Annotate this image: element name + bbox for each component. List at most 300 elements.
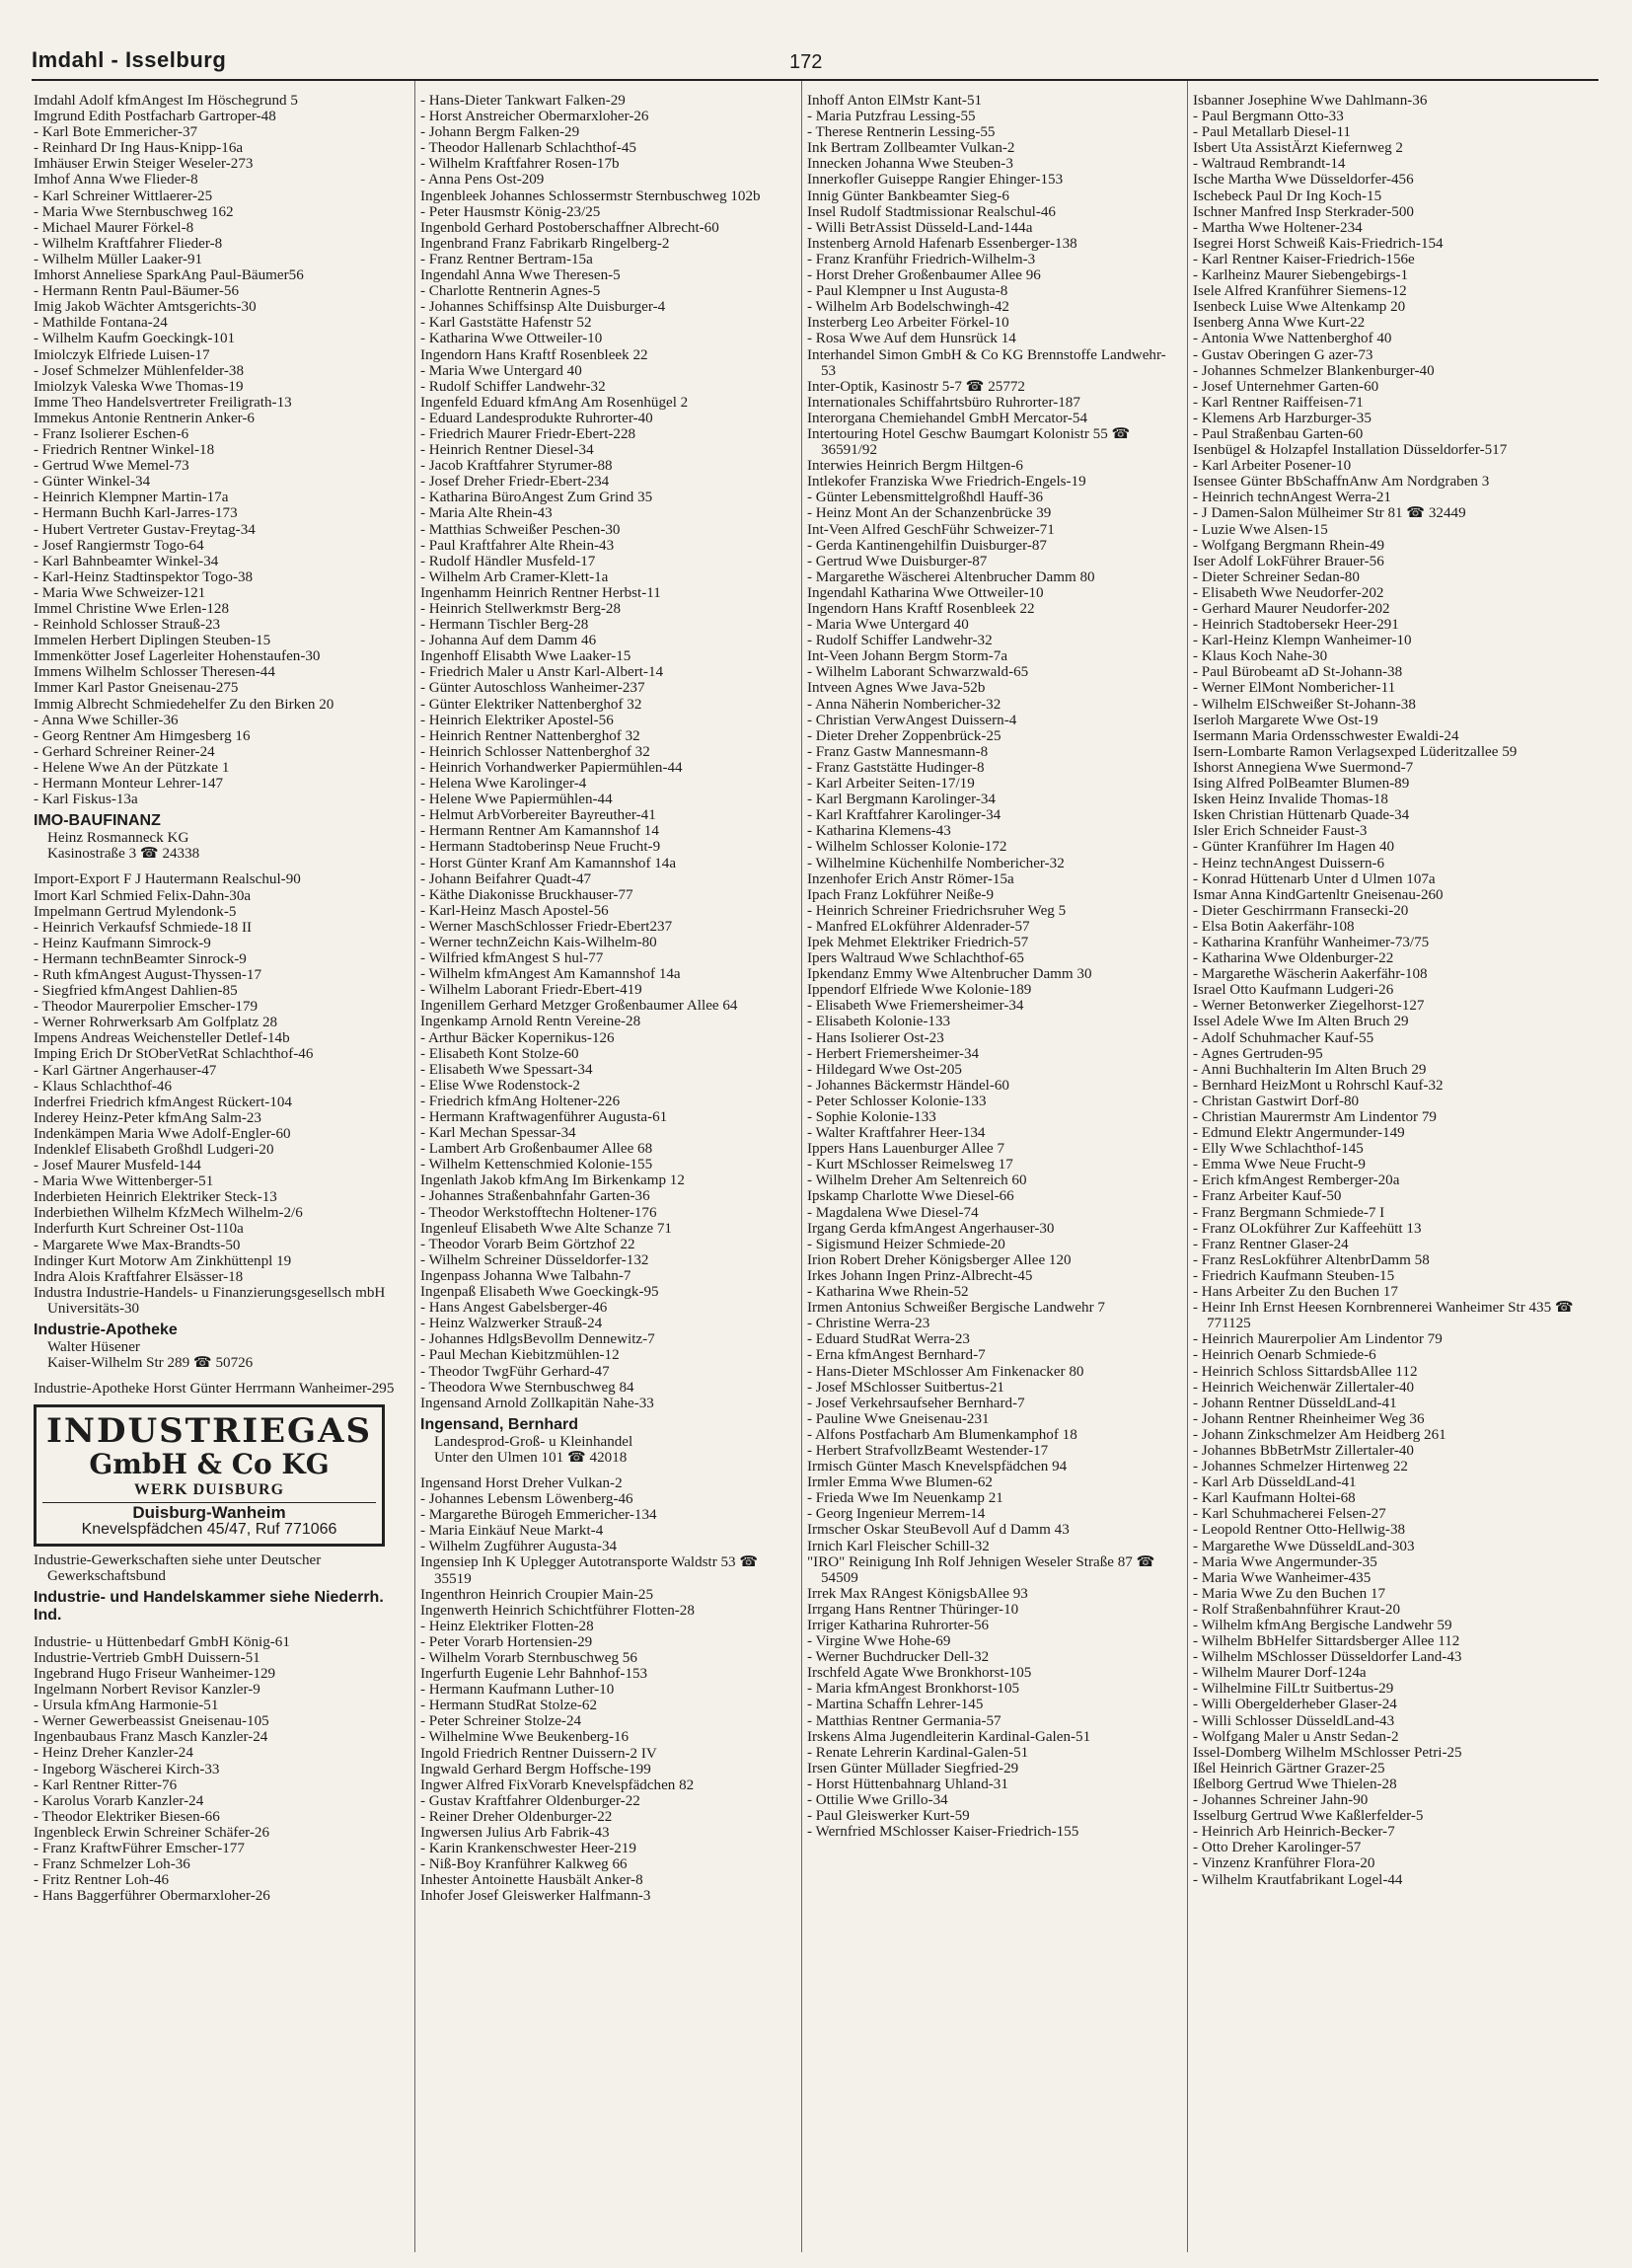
directory-entry: - Werner technZeichn Kais-Wilhelm-80: [420, 934, 657, 950]
directory-entry: - Margarete Wwe Max-Brandts-50: [34, 1237, 241, 1253]
directory-entry: - Karl-Heinz Masch Apostel-56: [420, 902, 609, 919]
directory-entry: - Hubert Vertreter Gustav-Freytag-34: [34, 521, 256, 538]
directory-entry: - Friedrich Kaufmann Steuben-15: [1193, 1267, 1395, 1284]
directory-entry: - Gerhard Maurer Neudorfer-202: [1193, 601, 1390, 617]
directory-entry: - Edmund Elektr Angermunder-149: [1193, 1125, 1405, 1142]
directory-entry: - Hermann Kraftwagenführer Augusta-61: [420, 1109, 668, 1125]
directory-entry: - Theodor Werkstofftechn Holtener-176: [420, 1204, 657, 1221]
directory-entry: - Josef Unternehmer Garten-60: [1193, 378, 1379, 395]
directory-entry: - Hildegard Wwe Ost-205: [807, 1061, 962, 1078]
directory-entry: Isselburg Gertrud Wwe Kaßlerfelder-5: [1193, 1808, 1424, 1825]
directory-entry: - Peter Schlosser Kolonie-133: [807, 1093, 987, 1109]
directory-entry: - Maria Wwe Angermunder-35: [1193, 1553, 1377, 1570]
directory-entry: Interorgana Chemiehandel GmbH Mercator-54: [807, 410, 1088, 426]
directory-entry: Irmisch Günter Masch Knevelspfädchen 94: [807, 1459, 1068, 1475]
directory-entry: Insterberg Leo Arbeiter Förkel-10: [807, 315, 1009, 332]
directory-entry: - Anna Näherin Nombericher-32: [807, 696, 1001, 713]
directory-entry: Irmen Antonius Schweißer Bergische Landwehr 7: [807, 1300, 1105, 1317]
directory-entry: - Heinrich Verkaufsf Schmiede-18 II: [34, 919, 253, 936]
advertisement-industriegas: [34, 1404, 385, 1546]
directory-entry: - Niß-Boy Kranführer Kalkweg 66: [420, 1856, 628, 1873]
directory-entry: - Rudolf Schiffer Landwehr-32: [420, 378, 606, 395]
directory-entry: - Karl Schuhmacherei Felsen-27: [1193, 1506, 1386, 1523]
directory-entry: - Vinzenz Kranführer Flora-20: [1193, 1855, 1375, 1872]
directory-entry: - Hans-Dieter Tankwart Falken-29: [420, 93, 626, 109]
directory-entry: - Walter Kraftfahrer Heer-134: [807, 1125, 986, 1142]
directory-entry: Ingendorn Hans Kraftf Rosenbleek 22: [420, 346, 648, 363]
directory-entry: - Helene Wwe Papiermühlen-44: [420, 792, 613, 808]
directory-entry: - Günter Winkel-34: [34, 474, 151, 491]
directory-entry: - Katharina BüroAngest Zum Grind 35: [420, 490, 653, 506]
directory-entry: Inderey Heinz-Peter kfmAng Salm-23: [34, 1109, 261, 1126]
directory-entry: - Johannes Schmelzer Blankenburger-40: [1193, 362, 1435, 379]
directory-entry: - Ottilie Wwe Grillo-34: [807, 1792, 948, 1809]
directory-entry: - Hans Arbeiter Zu den Buchen 17: [1193, 1284, 1398, 1301]
directory-entry: - Josef Maurer Musfeld-144: [34, 1158, 201, 1174]
directory-entry: - Franz Rentner Bertram-15a: [420, 251, 593, 267]
directory-entry: - Karl-Heinz Stadtinspektor Togo-38: [34, 568, 254, 585]
directory-entry: - Hermann Stadtoberinsp Neue Frucht-9: [420, 839, 661, 856]
directory-entry: - Elisabeth Wwe Neudorfer-202: [1193, 584, 1384, 601]
directory-entry: Ipek Mehmet Elektriker Friedrich-57: [807, 934, 1029, 950]
directory-entry: - Wilhelmine Küchenhilfe Nombericher-32: [807, 855, 1065, 871]
directory-entry: - Wilhelm MSchlosser Düsseldorfer Land-43: [1193, 1649, 1462, 1666]
directory-entry: Immel Christine Wwe Erlen-128: [34, 601, 229, 617]
directory-entry: - Erna kfmAngest Bernhard-7: [807, 1347, 986, 1364]
directory-entry: Inzenhofer Erich Anstr Römer-15a: [807, 870, 1014, 887]
directory-entry: - Kurt MSchlosser Reimelsweg 17: [807, 1157, 1013, 1173]
directory-entry: - Günter Elektriker Nattenberghof 32: [420, 696, 642, 713]
directory-entry: - Theodora Wwe Sternbuschweg 84: [420, 1379, 634, 1396]
directory-entry: - Katharina Wwe Oldenburger-22: [1193, 950, 1394, 967]
directory-entry: - Peter Vorarb Hortensien-29: [420, 1633, 593, 1650]
directory-entry: Kaiser-Wilhelm Str 289 ☎ 50726: [47, 1355, 254, 1372]
directory-entry: - Heinrich Weichenwär Zillertaler-40: [1193, 1379, 1415, 1396]
directory-entry: - Willi Schlosser DüsseldLand-43: [1193, 1712, 1395, 1729]
directory-entry: Industrie-Apotheke Horst Günter Herrmann Wanheimer-295: [34, 1381, 395, 1398]
directory-entry: - Konrad Hüttenarb Unter d Ulmen 107a: [1193, 870, 1436, 887]
directory-entry: Industrie- u Hüttenbedarf GmbH König-61: [34, 1633, 290, 1650]
directory-entry: Imhof Anna Wwe Flieder-8: [34, 172, 198, 189]
directory-entry: - Willi BetrAssist Düsseld-Land-144a: [807, 219, 1033, 236]
directory-entry: Ißel Heinrich Gärtner Grazer-25: [1193, 1760, 1385, 1777]
directory-entry: Interhandel Simon GmbH & Co KG Brennstoffe Landwehr-53: [807, 346, 1166, 379]
directory-entry: - Wilhelm kfmAngest Am Kamannshof 14a: [420, 966, 681, 983]
directory-entry: Israel Otto Kaufmann Ludgeri-26: [1193, 982, 1394, 999]
directory-entry: Irsen Günter Müllader Siegfried-29: [807, 1760, 1019, 1777]
directory-entry: Isegrei Horst Schweiß Kais-Friedrich-154: [1193, 235, 1444, 252]
directory-entry: Walter Hüsener: [47, 1339, 140, 1356]
directory-entry: Irgang Gerda kfmAngest Angerhauser-30: [807, 1220, 1055, 1237]
directory-entry: - Johann Beifahrer Quadt-47: [420, 870, 592, 887]
directory-entry: Ingwersen Julius Arb Fabrik-43: [420, 1825, 610, 1842]
directory-entry: - Karl Schreiner Wittlaerer-25: [34, 188, 213, 204]
directory-entry: Industrie-Gewerkschaften siehe unter Deutscher Gewerkschaftsbund: [34, 1551, 322, 1584]
directory-entry: - Maria Einkäuf Neue Markt-4: [420, 1523, 604, 1540]
directory-entry: - Klaus Koch Nahe-30: [1193, 648, 1328, 665]
directory-entry: - Theodor TwgFühr Gerhard-47: [420, 1363, 610, 1380]
directory-entry: - Christian VerwAngest Duissern-4: [807, 712, 1017, 728]
directory-entry: - Jacob Kraftfahrer Styrumer-88: [420, 458, 613, 475]
ad-company-name: INDUSTRIEGAS: [45, 1411, 373, 1452]
directory-entry: - Hermann Kaufmann Luther-10: [420, 1682, 615, 1699]
directory-entry: - Wilhelm Schreiner Düsseldorfer-132: [420, 1251, 649, 1268]
directory-entry: Ingendorn Hans Kraftf Rosenbleek 22: [807, 601, 1035, 617]
directory-entry: - Katharina Klemens-43: [807, 823, 951, 840]
directory-entry: Kasinostraße 3 ☎ 24338: [47, 846, 200, 863]
directory-entry: - Maria Wwe Wittenberger-51: [34, 1173, 214, 1190]
directory-entry: - Pauline Wwe Gneisenau-231: [807, 1410, 990, 1427]
directory-entry: - Wolfgang Maler u Anstr Sedan-2: [1193, 1728, 1399, 1745]
directory-entry: Ingenhoff Elisabth Wwe Laaker-15: [420, 648, 631, 665]
directory-entry: - Herbert Friemersheimer-34: [807, 1045, 980, 1062]
directory-entry: Imiolczyk Elfriede Luisen-17: [34, 346, 210, 363]
directory-entry: - Maria Wwe Sternbuschweg 162: [34, 203, 234, 220]
directory-entry: - Eduard Landesprodukte Ruhrorter-40: [420, 410, 653, 426]
directory-entry: - Maria Wwe Untergard 40: [807, 617, 969, 634]
directory-entry: Indenkämpen Maria Wwe Adolf-Engler-60: [34, 1125, 291, 1142]
column-rule: [414, 81, 415, 2252]
directory-entry: - Paul Bürobeamt aD St-Johann-38: [1193, 664, 1403, 681]
directory-entry: - Reinhold Schlosser Strauß-23: [34, 617, 221, 634]
directory-entry: Ingenbleek Johannes Schlossermstr Sternbuschweg 102b: [420, 188, 761, 204]
directory-entry: - Heinrich Elektriker Apostel-56: [420, 712, 614, 728]
directory-entry: Ingenbold Gerhard Postoberschaffner Albrecht-60: [420, 219, 719, 236]
heading-imo-baufinanz: IMO-BAUFINANZ: [34, 812, 161, 830]
directory-entry: - Maria kfmAngest Bronkhorst-105: [807, 1681, 1020, 1698]
directory-entry: - Wilhelm Laborant Schwarzwald-65: [807, 664, 1029, 681]
directory-entry: - Wilhelm ElSchweißer St-Johann-38: [1193, 696, 1416, 713]
directory-entry: - Gerhard Schreiner Reiner-24: [34, 743, 215, 760]
directory-entry: Ishorst Annegiena Wwe Suermond-7: [1193, 759, 1414, 776]
directory-entry: - Frieda Wwe Im Neuenkamp 21: [807, 1490, 1003, 1507]
directory-entry: - Wilhelm Zugführer Augusta-34: [420, 1539, 618, 1555]
directory-entry: - Peter Hausmstr König-23/25: [420, 203, 601, 220]
directory-entry: - Hermann Monteur Lehrer-147: [34, 776, 224, 793]
directory-entry: - Horst Dreher Großenbaumer Allee 96: [807, 267, 1041, 284]
directory-entry: Immelen Herbert Diplingen Steuben-15: [34, 633, 271, 649]
directory-entry: - Wilhelm Dreher Am Seltenreich 60: [807, 1172, 1027, 1189]
directory-entry: - Franz Gaststätte Hudinger-8: [807, 759, 985, 776]
directory-entry: Inderbiethen Wilhelm KfzMech Wilhelm-2/6: [34, 1205, 303, 1222]
directory-entry: - Hermann Tischler Berg-28: [420, 617, 589, 634]
directory-entry: Ingerfurth Eugenie Lehr Bahnhof-153: [420, 1666, 648, 1683]
directory-entry: - Friedrich Maler u Anstr Karl-Albert-14: [420, 664, 664, 681]
ad-legal-form: GmbH & Co KG: [89, 1448, 330, 1481]
directory-entry: Inderfurth Kurt Schreiner Ost-110a: [34, 1221, 244, 1238]
directory-entry: - Josef Schmelzer Mühlenfelder-38: [34, 362, 245, 379]
directory-entry: Ische Martha Wwe Düsseldorfer-456: [1193, 172, 1414, 189]
directory-entry: Ingensiep Inh K Uplegger Autotransporte Waldstr 53 ☎ 35519: [420, 1554, 759, 1587]
directory-entry: Ingelmann Norbert Revisor Kanzler-9: [34, 1682, 260, 1699]
directory-entry: - Rudolf Schiffer Landwehr-32: [807, 633, 993, 649]
directory-entry: Isenberg Anna Wwe Kurt-22: [1193, 315, 1366, 332]
directory-entry: Ingold Friedrich Rentner Duissern-2 IV: [420, 1745, 657, 1762]
directory-entry: Indenklef Elisabeth Großhdl Ludgeri-20: [34, 1142, 274, 1158]
running-head: Imdahl - Isselburg: [32, 47, 227, 72]
directory-entry: - Reiner Dreher Oldenburger-22: [420, 1808, 613, 1825]
directory-entry: - Franz Isolierer Eschen-6: [34, 425, 189, 442]
directory-entry: Landesprod-Groß- u Kleinhandel: [434, 1433, 633, 1450]
directory-entry: - Christan Gastwirt Dorf-80: [1193, 1093, 1360, 1109]
directory-entry: - Franz ResLokführer AltenbrDamm 58: [1193, 1251, 1430, 1268]
directory-entry: - Bernhard HeizMont u Rohrschl Kauf-32: [1193, 1077, 1444, 1094]
directory-entry: - Franz Schmelzer Loh-36: [34, 1856, 190, 1873]
directory-entry: - Sophie Kolonie-133: [807, 1109, 936, 1125]
directory-entry: - Christian Maurermstr Am Lindentor 79: [1193, 1109, 1437, 1125]
directory-entry: - Leopold Rentner Otto-Hellwig-38: [1193, 1522, 1406, 1539]
directory-entry: - Manfred ELokführer Aldenrader-57: [807, 918, 1030, 935]
directory-entry: - Hermann Buchh Karl-Jarres-173: [34, 505, 238, 522]
directory-entry: Ingebrand Hugo Friseur Wanheimer-129: [34, 1665, 276, 1682]
directory-entry: - Johannes Schiffsinsp Alte Duisburger-4: [420, 299, 666, 316]
directory-entry: Isenbügel & Holzapfel Installation Düsseldorfer-517: [1193, 442, 1508, 459]
directory-entry: - Friedrich Maurer Friedr-Ebert-228: [420, 425, 636, 442]
directory-entry: - Hermann Rentn Paul-Bäumer-56: [34, 283, 240, 300]
directory-entry: Impelmann Gertrud Mylendonk-5: [34, 903, 237, 920]
directory-entry: - Anna Wwe Schiller-36: [34, 712, 179, 728]
directory-entry: Inderfrei Friedrich kfmAngest Rückert-104: [34, 1094, 292, 1110]
directory-entry: Int-Veen Johann Bergm Storm-7a: [807, 648, 1008, 665]
directory-entry: - Helena Wwe Karolinger-4: [420, 776, 587, 793]
directory-entry: - Siegfried kfmAngest Dahlien-85: [34, 983, 238, 1000]
directory-entry: - Katharina Kranführ Wanheimer-73/75: [1193, 934, 1430, 950]
directory-entry: Inhofer Josef Gleiswerker Halfmann-3: [420, 1888, 651, 1905]
directory-entry: Imme Theo Handelsvertreter Freiligrath-13: [34, 394, 292, 411]
directory-entry: - Heinrich Rentner Diesel-34: [420, 442, 594, 459]
directory-entry: Heinz Rosmanneck KG: [47, 830, 189, 847]
directory-entry: - Georg Ingenieur Merrem-14: [807, 1506, 986, 1523]
directory-entry: - Michael Maurer Förkel-8: [34, 219, 194, 236]
directory-entry: Irriger Katharina Ruhrorter-56: [807, 1618, 990, 1633]
directory-entry: - Margarethe Wäscherei Altenbrucher Damm 80: [807, 568, 1095, 585]
directory-entry: - Margarethe Bürogeh Emmericher-134: [420, 1507, 657, 1524]
directory-entry: - Heinr Inh Ernst Heesen Kornbrennerei Wanheimer Str 435 ☎ 771125: [1193, 1300, 1574, 1332]
directory-entry: - Wilhelm Kaufm Goeckingk-101: [34, 331, 236, 347]
directory-entry: Ingenleuf Elisabeth Wwe Alte Schanze 71: [420, 1220, 672, 1237]
directory-entry: Iser Adolf LokFührer Brauer-56: [1193, 553, 1384, 569]
directory-entry: - Horst Hüttenbahnarg Uhland-31: [807, 1776, 1008, 1792]
directory-entry: - Karl Rentner Kaiser-Friedrich-156e: [1193, 251, 1415, 267]
directory-entry: Ingenhamm Heinrich Rentner Herbst-11: [420, 584, 661, 601]
directory-entry: - Wilhelm Schlosser Kolonie-172: [807, 839, 1007, 856]
directory-entry: - Johanna Auf dem Damm 46: [420, 633, 597, 649]
directory-entry: - Alfons Postfacharb Am Blumenkamphof 18: [807, 1426, 1077, 1443]
directory-entry: - Wilhelm Kraftfahrer Flieder-8: [34, 235, 223, 252]
directory-entry: Ingenfeld Eduard kfmAng Am Rosenhügel 2: [420, 394, 689, 411]
directory-entry: - Josef Rangiermstr Togo-64: [34, 537, 204, 554]
directory-entry: - Karlheinz Maurer Siebengebirgs-1: [1193, 267, 1409, 284]
directory-entry: - Heinrich Oenarb Schmiede-6: [1193, 1347, 1376, 1364]
directory-entry: Ising Alfred PolBeamter Blumen-89: [1193, 776, 1410, 793]
directory-entry: Isensee Günter BbSchaffnAnw Am Nordgraben 3: [1193, 474, 1490, 491]
directory-entry: - Josef Verkehrsaufseher Bernhard-7: [807, 1395, 1025, 1411]
directory-entry: - Paul Klempner u Inst Augusta-8: [807, 283, 1008, 300]
directory-entry: - Theodor Elektriker Biesen-66: [34, 1808, 220, 1825]
directory-entry: - Maria Putzfrau Lessing-55: [807, 109, 976, 125]
directory-entry: - Lambert Arb Großenbaumer Allee 68: [420, 1141, 653, 1158]
directory-entry: - Heinrich Arb Heinrich-Becker-7: [1193, 1824, 1395, 1841]
directory-entry: - Adolf Schuhmacher Kauf-55: [1193, 1029, 1374, 1046]
directory-entry: Ipskamp Charlotte Wwe Diesel-66: [807, 1188, 1014, 1205]
directory-entry: - Paul Gleiswerker Kurt-59: [807, 1808, 970, 1825]
directory-entry: - Hans Isolierer Ost-23: [807, 1029, 944, 1046]
directory-entry: Imig Jakob Wächter Amtsgerichts-30: [34, 299, 257, 316]
directory-entry: Iserloh Margarete Wwe Ost-19: [1193, 712, 1378, 728]
directory-entry: - Heinrich Stadtobersekr Heer-291: [1193, 617, 1399, 634]
directory-entry: - Maria Wwe Schweizer-121: [34, 584, 206, 601]
directory-entry: Imping Erich Dr StOberVetRat Schlachthof-46: [34, 1046, 314, 1063]
directory-entry: - Johannes Straßenbahnfahr Garten-36: [420, 1188, 650, 1205]
directory-entry: - Hermann StudRat Stolze-62: [420, 1698, 597, 1714]
directory-entry: Ischebeck Paul Dr Ing Koch-15: [1193, 188, 1382, 204]
directory-entry: - Wilfried kfmAngest S hul-77: [420, 950, 604, 967]
directory-entry: - Karin Krankenschwester Heer-219: [420, 1841, 636, 1857]
directory-entry: - Josef MSchlosser Suitbertus-21: [807, 1379, 1004, 1396]
directory-entry: - Anna Pens Ost-209: [420, 172, 545, 189]
directory-entry: Ingenlath Jakob kfmAng Im Birkenkamp 12: [420, 1172, 685, 1189]
directory-entry: - Günter Kranführer Im Hagen 40: [1193, 839, 1395, 856]
directory-entry: Insel Rudolf Stadtmissionar Realschul-46: [807, 203, 1056, 220]
directory-entry: - Günter Autoschloss Wanheimer-237: [420, 680, 645, 697]
directory-entry: - Horst Günter Kranf Am Kamannshof 14a: [420, 855, 677, 871]
page-header: [32, 45, 1598, 81]
directory-entry: - Karl Mechan Spessar-34: [420, 1125, 576, 1142]
directory-entry: - Gustav Kraftfahrer Oldenburger-22: [420, 1792, 640, 1809]
directory-entry: Innerkofler Guiseppe Rangier Ehinger-153: [807, 172, 1064, 189]
directory-entry: Issel-Domberg Wilhelm MSchlosser Petri-25: [1193, 1744, 1462, 1761]
directory-entry: Irmscher Oskar SteuBevoll Auf d Damm 43: [807, 1522, 1070, 1539]
directory-entry: - Karl Arbeiter Seiten-17/19: [807, 776, 975, 793]
directory-entry: - Paul Straßenbau Garten-60: [1193, 425, 1364, 442]
directory-entry: - Johannes Schreiner Jahn-90: [1193, 1792, 1369, 1809]
directory-entry: - Karl Bote Emmericher-37: [34, 124, 198, 141]
directory-entry: - Eduard StudRat Werra-23: [807, 1331, 970, 1348]
directory-entry: Immer Karl Pastor Gneisenau-275: [34, 680, 239, 697]
directory-entry: - Karl Rentner Raiffeisen-71: [1193, 394, 1364, 411]
directory-entry: - Karl Arbeiter Posener-10: [1193, 458, 1352, 475]
directory-entry: Ischner Manfred Insp Sterkrader-500: [1193, 203, 1414, 220]
directory-entry: - Wilhelm Laborant Friedr-Ebert-419: [420, 982, 642, 999]
directory-entry: Ingenthron Heinrich Croupier Main-25: [420, 1586, 653, 1603]
directory-entry: - Mathilde Fontana-24: [34, 315, 168, 332]
directory-entry: - Agnes Gertruden-95: [1193, 1045, 1323, 1062]
directory-entry: - Luzie Wwe Alsen-15: [1193, 521, 1328, 538]
directory-entry: - Christine Werra-23: [807, 1316, 930, 1332]
directory-entry: - Martha Wwe Holtener-234: [1193, 219, 1363, 236]
directory-entry: Ingenpaß Elisabeth Wwe Goeckingk-95: [420, 1284, 659, 1301]
directory-entry: Innecken Johanna Wwe Steuben-3: [807, 156, 1013, 173]
directory-entry: - Heinrich Schreiner Friedrichsruher Weg 5: [807, 902, 1067, 919]
directory-entry: - Karl Kaufmann Holtei-68: [1193, 1490, 1356, 1507]
directory-entry: - Käthe Diakonisse Bruckhauser-77: [420, 886, 633, 903]
directory-entry: - Antonia Wwe Nattenberghof 40: [1193, 331, 1392, 347]
directory-entry: - Johann Bergm Falken-29: [420, 124, 580, 141]
directory-entry: - Karolus Vorarb Kanzler-24: [34, 1792, 204, 1809]
directory-entry: - Wilhelm Kraftfahrer Rosen-17b: [420, 156, 620, 173]
directory-entry: - Johann Rentner DüsseldLand-41: [1193, 1395, 1397, 1411]
directory-entry: Impens Andreas Weichensteller Detlef-14b: [34, 1030, 290, 1047]
directory-entry: Isele Alfred Kranführer Siemens-12: [1193, 283, 1407, 300]
directory-entry: Imdahl Adolf kfmAngest Im Höschegrund 5: [34, 93, 298, 109]
column-1: [34, 93, 407, 2254]
directory-entry: - Wilhelm kfmAng Bergische Landwehr 59: [1193, 1618, 1452, 1633]
directory-entry: - Karl Fiskus-13a: [34, 792, 138, 808]
directory-entry: Isler Erich Schneider Faust-3: [1193, 823, 1368, 840]
directory-entry: - Martina Schaffn Lehrer-145: [807, 1697, 984, 1713]
directory-entry: - Theodor Maurerpolier Emscher-179: [34, 999, 259, 1016]
directory-entry: Ingenwerth Heinrich Schichtführer Flotten-28: [420, 1602, 695, 1619]
directory-entry: Ingenpass Johanna Wwe Talbahn-7: [420, 1267, 631, 1284]
directory-entry: - Gertrud Wwe Duisburger-87: [807, 553, 988, 569]
directory-entry: - Reinhard Dr Ing Haus-Knipp-16a: [34, 140, 244, 157]
directory-entry: - Franz OLokführer Zur Kaffeehütt 13: [1193, 1220, 1422, 1237]
directory-entry: Irrek Max RAngest KönigsbAllee 93: [807, 1585, 1028, 1602]
directory-entry: Inderbieten Heinrich Elektriker Steck-13: [34, 1189, 277, 1206]
directory-entry: - Dieter Schreiner Sedan-80: [1193, 568, 1360, 585]
directory-entry: Industra Industrie-Handels- u Finanzierungsgesellsch mbH Universitäts-30: [34, 1284, 386, 1317]
directory-entry: Ingenillem Gerhard Metzger Großenbaumer Allee 64: [420, 998, 738, 1015]
directory-entry: - Theodor Vorarb Beim Görtzhof 22: [420, 1236, 635, 1252]
directory-entry: Internationales Schiffahrtsbüro Ruhrorter-187: [807, 394, 1080, 411]
directory-entry: - Wilhelmine FilLtr Suitbertus-29: [1193, 1681, 1394, 1698]
column-3: [807, 93, 1180, 2254]
directory-entry: - Matthias Rentner Germania-57: [807, 1712, 1001, 1729]
directory-entry: - Maria Wwe Wanheimer-435: [1193, 1569, 1372, 1586]
directory-entry: - Elsa Botin Aakerfähr-108: [1193, 918, 1355, 935]
directory-entry: - Werner MaschSchlosser Friedr-Ebert237: [420, 918, 673, 935]
directory-entry: Imhäuser Erwin Steiger Weseler-273: [34, 156, 254, 173]
directory-entry: - Herbert StrafvollzBeamt Westender-17: [807, 1442, 1049, 1459]
directory-entry: Ismar Anna KindGartenltr Gneisenau-260: [1193, 886, 1444, 903]
directory-entry: - Elisabeth Wwe Friemersheimer-34: [807, 998, 1024, 1015]
directory-entry: - Peter Schreiner Stolze-24: [420, 1713, 582, 1730]
directory-entry: Ingendahl Anna Wwe Theresen-5: [420, 267, 621, 284]
directory-entry: - Johannes Lebensm Löwenberg-46: [420, 1491, 633, 1508]
heading-industrie-apotheke: Industrie-Apotheke: [34, 1322, 178, 1339]
directory-entry: - Wilhelm Vorarb Sternbuschweg 56: [420, 1650, 637, 1666]
directory-entry: Irkes Johann Ingen Prinz-Albrecht-45: [807, 1267, 1033, 1284]
directory-entry: Ißelborg Gertrud Wwe Thielen-28: [1193, 1776, 1397, 1792]
directory-entry: - Karl Arb DüsseldLand-41: [1193, 1474, 1357, 1491]
directory-entry: Intertouring Hotel Geschw Baumgart Kolonistr 55 ☎ 36591/92: [807, 425, 1131, 459]
directory-entry: - Franz Rentner Glaser-24: [1193, 1236, 1349, 1252]
directory-entry: Intveen Agnes Wwe Java-52b: [807, 680, 986, 697]
directory-entry: - Wilhelm BbHelfer Sittardsberger Allee 112: [1193, 1633, 1460, 1650]
directory-entry: - Katharina Wwe Ottweiler-10: [420, 331, 603, 347]
directory-entry: - Franz Gastw Mannesmann-8: [807, 743, 989, 760]
directory-entry: - Magdalena Wwe Diesel-74: [807, 1204, 979, 1221]
directory-entry: - Therese Rentnerin Lessing-55: [807, 124, 996, 141]
directory-entry: - Hermann Rentner Am Kamannshof 14: [420, 823, 659, 840]
directory-entry: - Josef Dreher Friedr-Ebert-234: [420, 474, 610, 491]
directory-entry: Unter den Ulmen 101 ☎ 42018: [434, 1449, 628, 1466]
directory-entry: - Johannes BbBetrMstr Zillertaler-40: [1193, 1442, 1414, 1459]
directory-entry: - Heinz Walzwerker Strauß-24: [420, 1316, 603, 1332]
directory-entry: - Charlotte Rentnerin Agnes-5: [420, 283, 601, 300]
directory-entry: - Wilhelm Krautfabrikant Logel-44: [1193, 1871, 1403, 1888]
directory-entry: - Gustav Oberingen G azer-73: [1193, 346, 1373, 363]
directory-entry: - Klemens Arb Harzburger-35: [1193, 410, 1372, 426]
directory-entry: - Margarethe Wwe DüsseldLand-303: [1193, 1538, 1415, 1554]
directory-entry: - Elisabeth Wwe Spessart-34: [420, 1061, 593, 1078]
column-rule: [1187, 81, 1188, 2252]
directory-entry: - Heinrich Rentner Nattenberghof 32: [420, 727, 640, 744]
directory-entry: Ingensand Horst Dreher Vulkan-2: [420, 1474, 623, 1491]
directory-entry: - Gerda Kantinengehilfin Duisburger-87: [807, 537, 1047, 554]
directory-entry: Isbert Uta AssistÄrzt Kiefernweg 2: [1193, 140, 1403, 157]
directory-entry: - Günter Lebensmittelgroßhdl Hauff-36: [807, 490, 1044, 506]
